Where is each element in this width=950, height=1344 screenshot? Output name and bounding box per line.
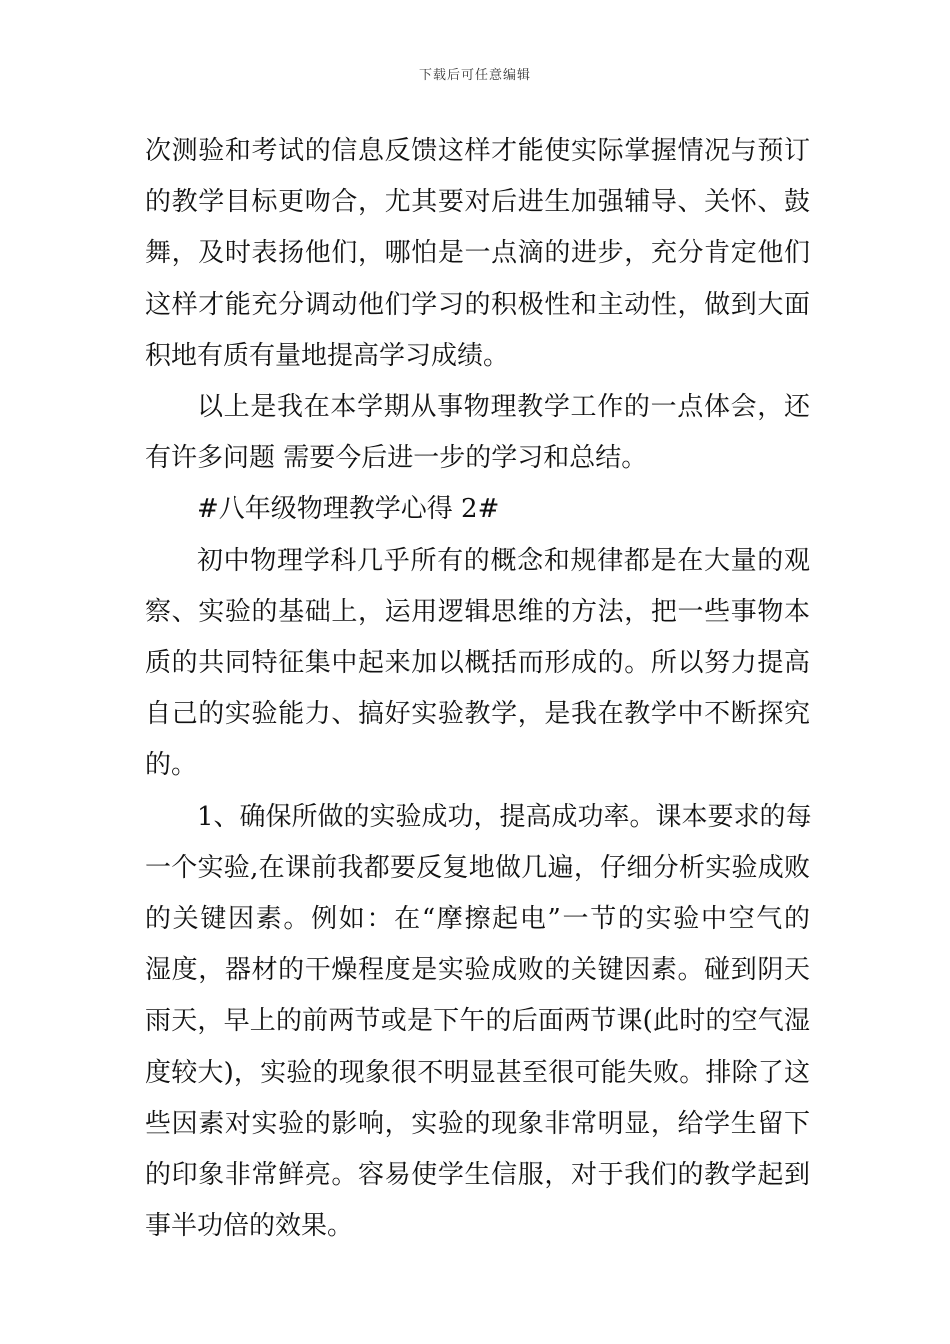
text-line: 一个实验,在课前我都要反复地做几遍，仔细分析实验成败 [145,852,810,883]
text-line: 的印象非常鲜亮。容易使学生信服，对于我们的教学起到 [145,1160,810,1191]
text-line: 自己的实验能力、搞好实验教学，是我在教学中不断探究 [145,699,810,730]
text-line: 1、确保所做的实验成功，提高成功率。课本要求的每 [197,801,812,832]
section-heading-text: #八年级物理教学心得 2# [197,494,500,525]
text-line: 次测验和考试的信息反馈这样才能使实际掌握情况与预订 [145,136,810,166]
text-line: 察、实验的基础上，运用逻辑思维的方法，把一些事物本 [145,596,810,627]
paragraph-1 [145,126,810,382]
page-header: 下载后可任意编辑 [418,68,531,83]
text-line: 初中物理学科几乎所有的概念和规律都是在大量的观 [197,545,810,576]
text-line: 质的共同特征集中起来加以概括而形成的。所以努力提高 [145,648,810,679]
text-line: 雨天，早上的前两节或是下午的后面两节课(此时的空气湿 [145,1006,810,1037]
text-line: 些因素对实验的影响，实验的现象非常明显，给学生留下 [145,1108,810,1139]
text-line: 湿度，器材的干燥程度是实验成败的关键因素。碰到阴天 [145,955,810,986]
text-line: 有许多问题 需要今后进一步的学习和总结。 [145,443,648,474]
paragraph-4 [145,792,810,1253]
document-body [145,126,810,1252]
text-line: 的。 [145,750,198,781]
text-line: 事半功倍的效果。 [145,1211,354,1242]
text-line: 的关键因素。例如：在“摩擦起电”一节的实验中空气的 [145,904,810,935]
text-line: 积地有质有量地提高学习成绩。 [145,340,510,371]
text-line: 这样才能充分调动他们学习的积极性和主动性，做到大面 [145,289,810,320]
text-line: 的教学目标更吻合，尤其要对后进生加强辅导、关怀、鼓 [145,187,810,218]
text-line: 舞，及时表扬他们，哪怕是一点滴的进步，充分肯定他们 [145,238,810,269]
text-line: 以上是我在本学期从事物理教学工作的一点体会，还 [197,392,810,423]
section-heading [145,484,810,535]
text-line: 度较大)，实验的现象很不明显甚至很可能失败。排除了这 [145,1057,810,1088]
paragraph-3 [145,536,810,792]
paragraph-2 [145,382,810,484]
